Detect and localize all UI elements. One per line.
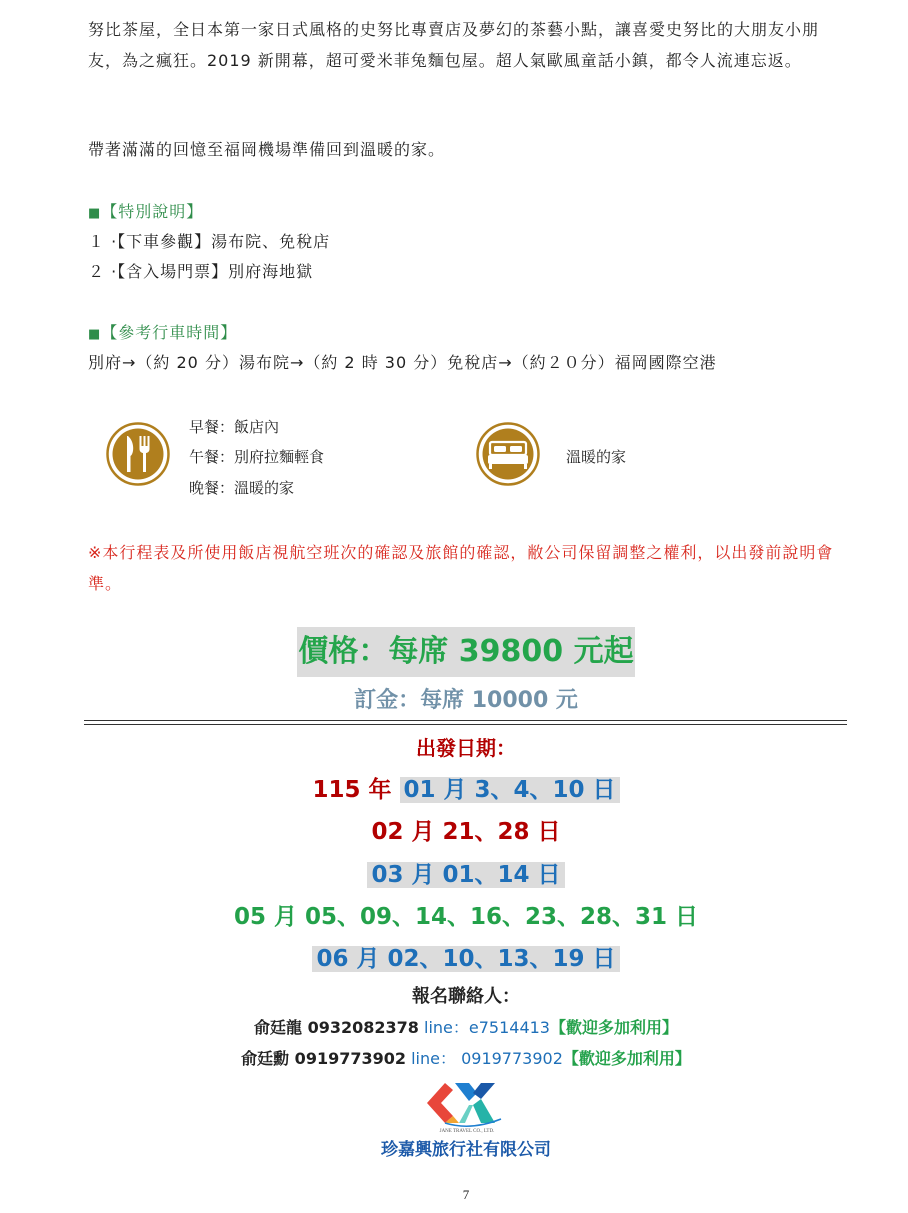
departure-dates-jun: 06 月 02、10、13、19 日 bbox=[312, 946, 619, 972]
travel-time-route: 別府→（約 20 分）湯布院→（約 2 時 30 分）免稅店→（約２０分）福岡國際空港 bbox=[88, 353, 717, 372]
dinner-info: 晚餐：溫暖的家 bbox=[189, 479, 295, 497]
intro-paragraph-1: 努比茶屋，全日本第一家日式風格的史努比專賣店及夢幻的茶藝小點，讓喜愛史努比的大朋友小朋友，為之瘋狂。2019 新開幕，超可愛米菲兔麵包屋。超人氣歐風童話小鎮，都令人流連忘返。 bbox=[88, 20, 820, 70]
bed-icon bbox=[476, 422, 540, 486]
contact-2-line-label: line： bbox=[406, 1049, 462, 1068]
special-notes-heading bbox=[88, 200, 203, 226]
contact-person-2 bbox=[0, 1047, 908, 1071]
divider bbox=[84, 720, 847, 721]
contact-1-name-phone: 俞廷龍 0932082378 bbox=[254, 1018, 419, 1037]
intro-paragraph-2: 帶著滿滿的回憶至福岡機場準備回到溫暖的家。 bbox=[88, 140, 446, 159]
company-name: 珍嘉興旅行社有限公司 bbox=[381, 1140, 551, 1160]
departure-row-mar bbox=[0, 856, 908, 894]
contact-2-line-id: 0919773902 bbox=[461, 1049, 563, 1068]
departure-row-jun bbox=[0, 940, 908, 978]
cutlery-icon bbox=[106, 422, 170, 486]
contact-1-line-id: e7514413 bbox=[468, 1018, 550, 1037]
travel-time-title: 【參考行車時間】 bbox=[101, 323, 238, 342]
divider bbox=[84, 724, 847, 725]
contact-title: 報名聯絡人： bbox=[412, 986, 520, 1007]
departure-row-jan bbox=[0, 771, 908, 809]
square-bullet-icon: ■ bbox=[88, 327, 102, 342]
special-note-item: １ ·【下車參觀】湯布院、免稅店 bbox=[88, 232, 331, 251]
contact-1-line-label: line： bbox=[418, 1018, 469, 1037]
logo-caption: JANE TRAVEL CO., LTD. bbox=[439, 1129, 495, 1134]
price-text: 價格：每席 39800 元起 bbox=[298, 634, 634, 669]
breakfast-info: 早餐：飯店內 bbox=[189, 418, 280, 436]
departure-title: 出發日期： bbox=[416, 736, 516, 760]
departure-dates-feb-text: 02 月 21、28 日 bbox=[371, 819, 561, 845]
travel-time-heading bbox=[88, 321, 237, 347]
special-note-item: ２ ·【含入場門票】別府海地獄 bbox=[88, 262, 314, 281]
departure-year: 115 年 bbox=[312, 777, 392, 803]
lunch-info: 午餐：別府拉麵輕食 bbox=[189, 448, 325, 466]
adjustment-notice: ※本行程表及所使用飯店視航空班次的確認及旅館的確認，敝公司保留調整之權利，以出發前說明會準。 bbox=[88, 543, 834, 593]
departure-dates-may-text: 05 月 05、09、14、16、23、28、31 日 bbox=[233, 904, 699, 930]
company-logo-icon bbox=[425, 1079, 509, 1135]
departure-dates-feb bbox=[0, 813, 908, 851]
departure-dates-mar: 03 月 01、14 日 bbox=[367, 862, 564, 888]
contact-1-welcome: 【歡迎多加利用】 bbox=[549, 1018, 678, 1037]
departure-dates-may bbox=[0, 898, 908, 936]
square-bullet-icon: ■ bbox=[88, 206, 102, 221]
special-notes-title: 【特別說明】 bbox=[101, 202, 204, 221]
departure-dates-jan: 01 月 3、4、10 日 bbox=[400, 777, 620, 803]
contact-2-welcome: 【歡迎多加利用】 bbox=[562, 1049, 691, 1068]
deposit-text: 訂金：每席 10000 元 bbox=[354, 688, 578, 713]
page-number: 7 bbox=[462, 1187, 470, 1202]
hotel-info: 溫暖的家 bbox=[566, 448, 627, 466]
contact-2-name-phone: 俞廷勳 0919773902 bbox=[241, 1049, 407, 1068]
contact-person-1 bbox=[0, 1016, 908, 1040]
